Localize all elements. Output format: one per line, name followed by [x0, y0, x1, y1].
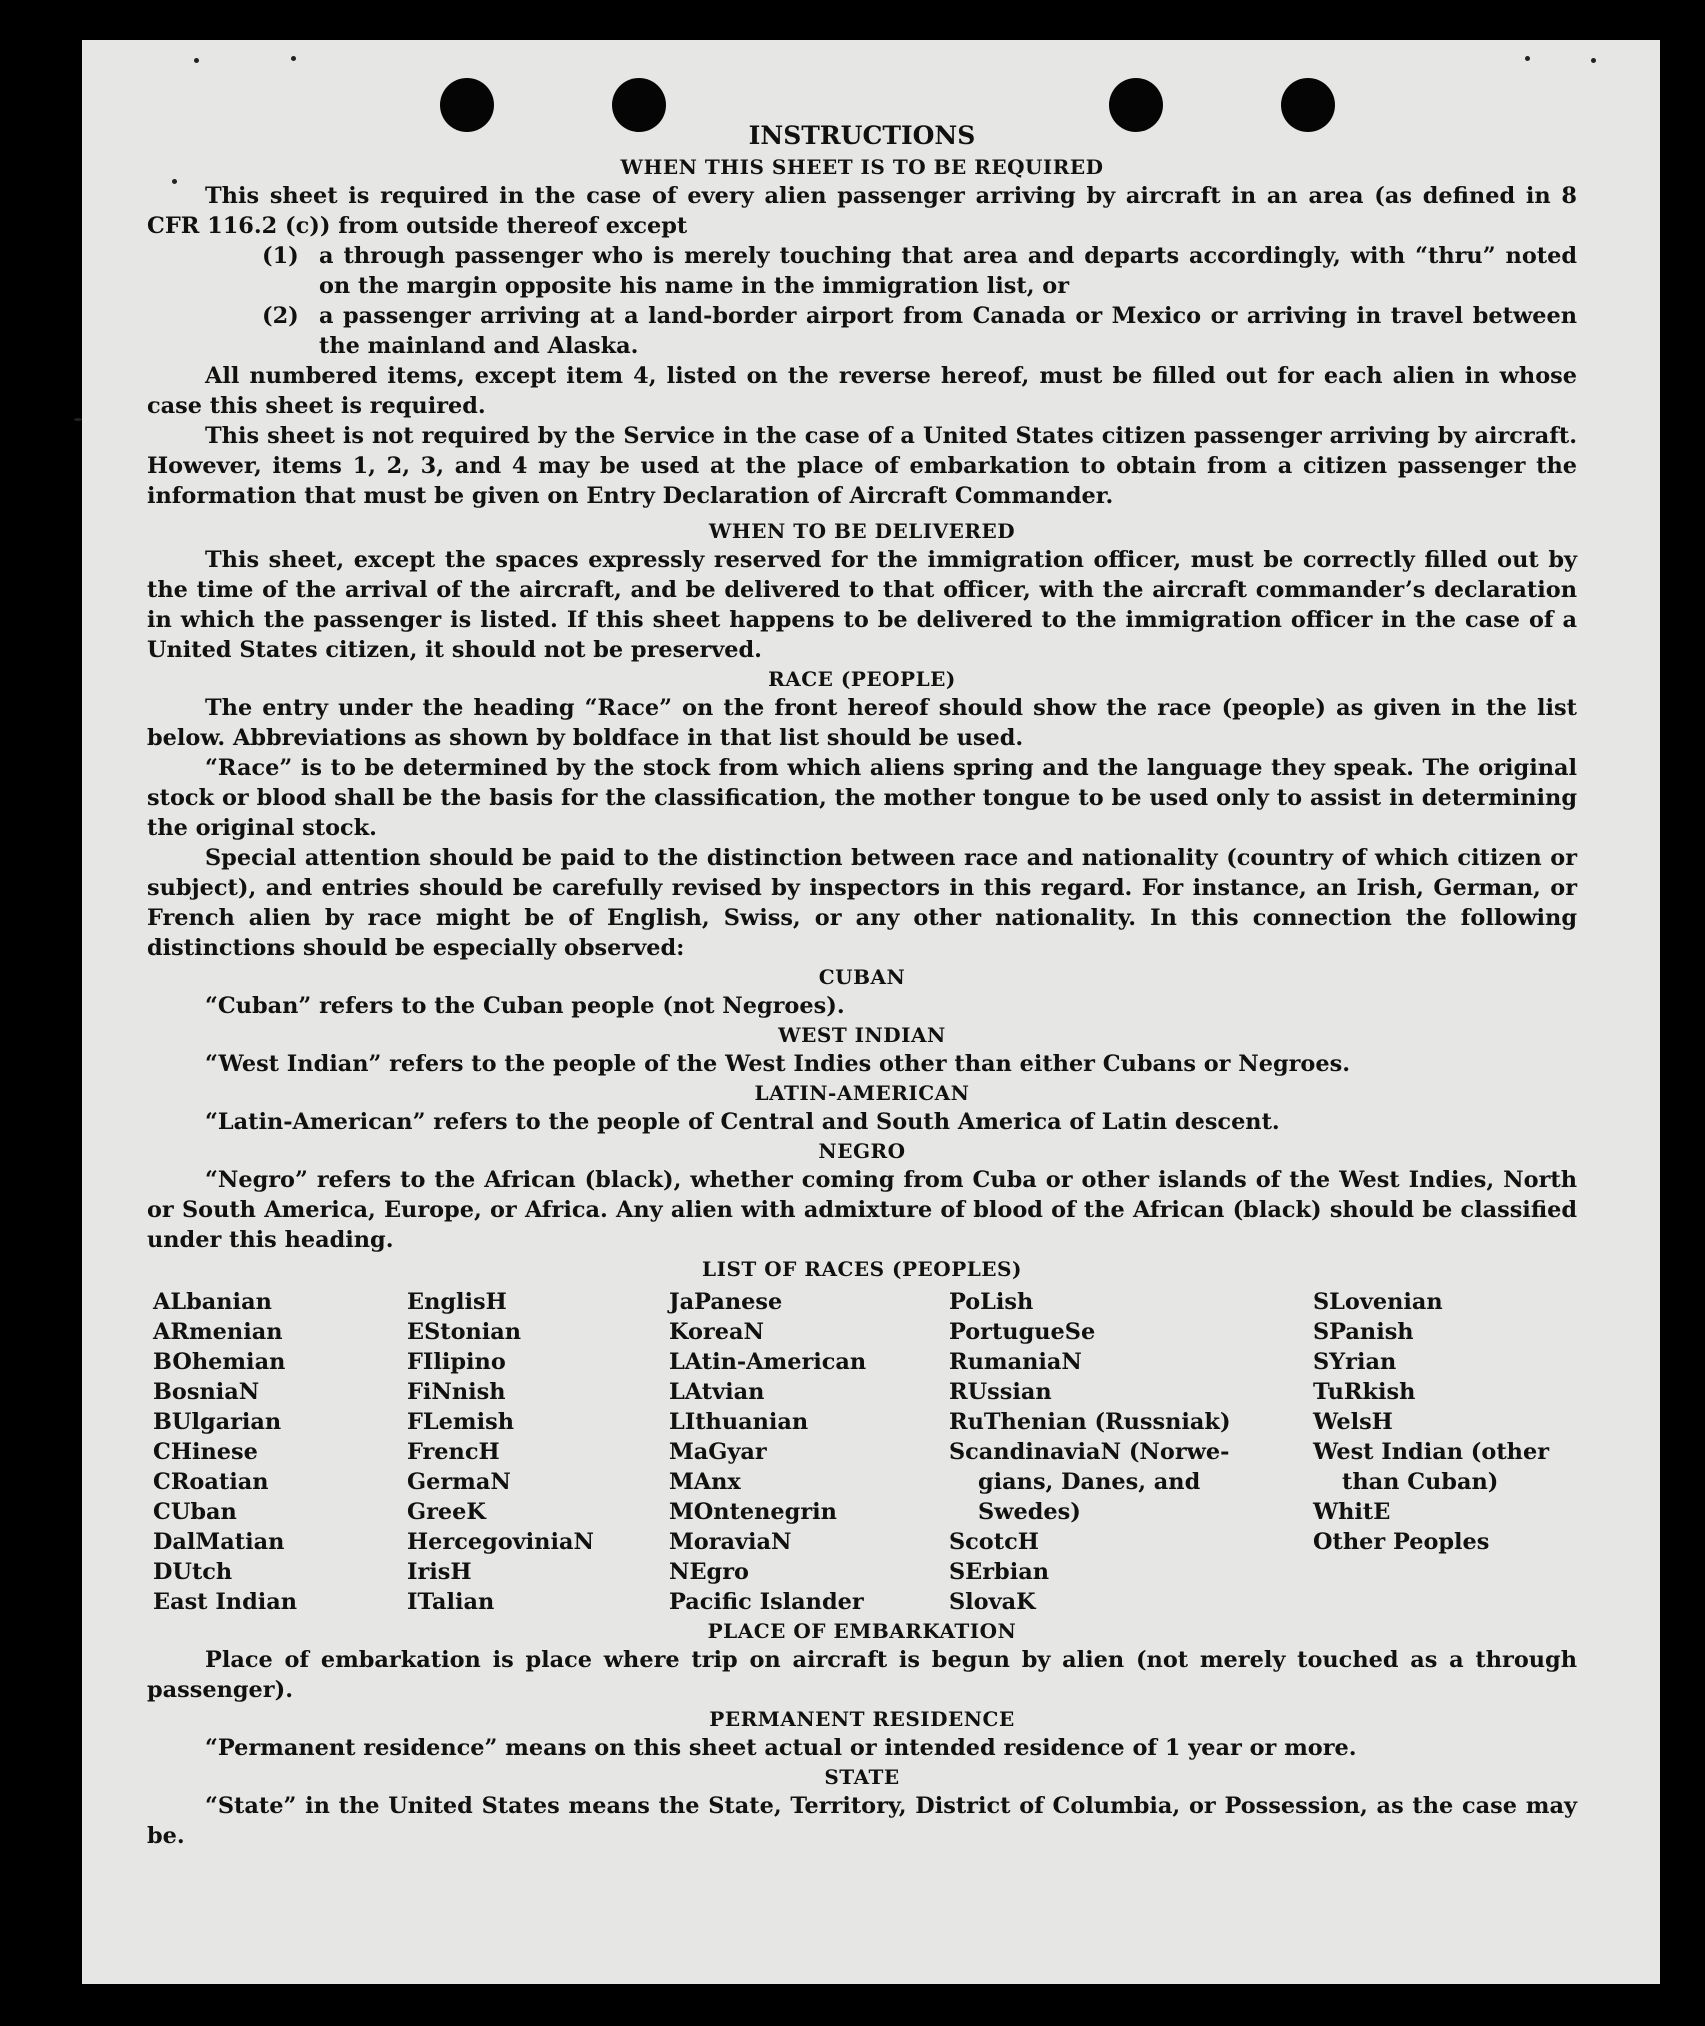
race-entry: MaGyar: [669, 1439, 767, 1465]
paper-speck: [1525, 56, 1530, 61]
item-text: a through passenger who is merely touching that area and departs accordingly, with “thru” noted on the margin opposite his name in the immigration list, or: [319, 243, 1577, 299]
page-title: INSTRUCTIONS: [748, 121, 976, 150]
race-entry: GreeK: [407, 1499, 486, 1525]
race-entry: PortugueSe: [949, 1319, 1096, 1345]
heading-race: RACE (PEOPLE): [768, 667, 956, 691]
race-entry: PoLish: [949, 1289, 1034, 1315]
race-entry-continued: than Cuban): [1342, 1469, 1499, 1495]
race-entry: EnglisH: [407, 1289, 507, 1315]
paragraph: Place of embarkation is place where trip on aircraft is begun by alien (not merely touched as a through passenger).: [147, 1647, 1577, 1703]
heading-cuban: CUBAN: [818, 965, 906, 989]
race-entry: ALbanian: [153, 1289, 272, 1315]
race-entry: BosniaN: [153, 1379, 260, 1405]
heading-permanent-residence: PERMANENT RESIDENCE: [709, 1707, 1015, 1731]
paper-speck: [74, 418, 82, 421]
race-entry: EStonian: [407, 1319, 522, 1345]
paragraph: “Permanent residence” means on this sheet actual or intended residence of 1 year or more.: [205, 1735, 1357, 1761]
race-entry: LAtin-American: [669, 1349, 867, 1375]
race-entry: West Indian (other: [1313, 1439, 1549, 1465]
race-entry: WhitE: [1313, 1499, 1391, 1525]
document-page: [82, 40, 1660, 1984]
races-table: [147, 1287, 1577, 1617]
paragraph: This sheet is not required by the Service in the case of a United States citizen passenger arriving by aircraft. However, items 1, 2, 3, and 4 may be used at the place of embarkation to obtain from a citizen passenger the information that must be given on Entry Declaration of Aircraft Commander.: [147, 423, 1577, 509]
paragraph: “Cuban” refers to the Cuban people (not Negroes).: [205, 993, 845, 1019]
paper-speck: [1591, 58, 1596, 63]
race-entry: CRoatian: [153, 1469, 269, 1495]
race-entry: SErbian: [949, 1559, 1049, 1585]
race-entry: Other Peoples: [1313, 1529, 1490, 1555]
race-entry: DalMatian: [153, 1529, 285, 1555]
item-text: a passenger arriving at a land-border airport from Canada or Mexico or arriving in travel between the mainland and Alaska.: [319, 303, 1577, 359]
race-entry: MOntenegrin: [669, 1499, 837, 1525]
race-entry-continued: Swedes): [978, 1499, 1081, 1525]
race-entry: FiNnish: [407, 1379, 506, 1405]
paragraph: Special attention should be paid to the distinction between race and nationality (country of which citizen or subject), and entries should be carefully revised by inspectors in this regard. For instance, an Irish, German, or French alien by race might be of English, Swiss, or any other nationality. In this connection the following distinctions should be especially observed:: [147, 845, 1577, 961]
list-item: [147, 241, 1577, 301]
race-entry: RUssian: [949, 1379, 1052, 1405]
race-entry: JaPanese: [669, 1289, 783, 1315]
race-entry: GermaN: [407, 1469, 511, 1495]
race-entry: RuThenian (Russniak): [949, 1409, 1231, 1435]
race-entry: NEgro: [669, 1559, 749, 1585]
race-entry: ITalian: [407, 1589, 495, 1615]
race-entry: SPanish: [1313, 1319, 1414, 1345]
race-entry: MoraviaN: [669, 1529, 792, 1555]
races-column-4: [949, 1287, 1313, 1617]
race-entry: SYrian: [1313, 1349, 1397, 1375]
paragraph: This sheet is required in the case of every alien passenger arriving by aircraft in an area (as defined in 8 CFR 116.2 (c)) from outside thereof except: [147, 183, 1577, 239]
race-entry: ARmenian: [153, 1319, 283, 1345]
race-entry: ScotcH: [949, 1529, 1039, 1555]
race-entry: RumaniaN: [949, 1349, 1082, 1375]
paragraph: All numbered items, except item 4, listed on the reverse hereof, must be filled out for each alien in whose case this sheet is required.: [147, 363, 1577, 419]
races-column-2: [407, 1287, 669, 1617]
heading-negro: NEGRO: [818, 1139, 906, 1163]
race-entry: TuRkish: [1313, 1379, 1416, 1405]
race-entry: FLemish: [407, 1409, 514, 1435]
item-number: (1): [262, 243, 299, 269]
race-entry: FrencH: [407, 1439, 500, 1465]
race-entry: WelsH: [1313, 1409, 1393, 1435]
race-entry-continued: gians, Danes, and: [978, 1469, 1201, 1495]
races-column-1: [147, 1287, 407, 1617]
race-entry: KoreaN: [669, 1319, 764, 1345]
heading-latin-american: LATIN-AMERICAN: [754, 1081, 970, 1105]
race-entry: FIlipino: [407, 1349, 506, 1375]
paragraph: “Latin-American” refers to the people of Central and South America of Latin descent.: [205, 1109, 1280, 1135]
paragraph: “West Indian” refers to the people of the West Indies other than either Cubans or Negroes.: [205, 1051, 1350, 1077]
race-entry: HercegoviniaN: [407, 1529, 594, 1555]
heading-west-indian: WEST INDIAN: [778, 1023, 946, 1047]
heading-when-required: WHEN THIS SHEET IS TO BE REQUIRED: [620, 155, 1104, 179]
race-entry: SLovenian: [1313, 1289, 1443, 1315]
race-entry: MAnx: [669, 1469, 741, 1495]
race-entry: LAtvian: [669, 1379, 765, 1405]
race-entry: BUlgarian: [153, 1409, 282, 1435]
races-column-3: [669, 1287, 949, 1617]
instructions-text: [147, 119, 1577, 1851]
paragraph: “Race” is to be determined by the stock from which aliens spring and the language they speak. The original stock or blood shall be the basis for the classification, the mother tongue to be used only to assist in determining the original stock.: [147, 755, 1577, 841]
heading-list-of-races: LIST OF RACES (PEOPLES): [702, 1257, 1022, 1281]
race-entry: IrisH: [407, 1559, 472, 1585]
race-entry: CHinese: [153, 1439, 258, 1465]
paragraph: “State” in the United States means the State, Territory, District of Columbia, or Possession, as the case may be.: [147, 1793, 1577, 1849]
race-entry: East Indian: [153, 1589, 298, 1615]
race-entry: CUban: [153, 1499, 237, 1525]
heading-when-delivered: WHEN TO BE DELIVERED: [708, 519, 1016, 543]
race-entry: ScandinaviaN (Norwe-: [949, 1439, 1230, 1465]
race-entry: BOhemian: [153, 1349, 286, 1375]
paragraph: This sheet, except the spaces expressly reserved for the immigration officer, must be correctly filled out by the time of the arrival of the aircraft, and be delivered to that officer, with the aircraft commander’s declaration in which the passenger is listed. If this sheet happens to be delivered to the immigration officer in the case of a United States citizen, it should not be preserved.: [147, 547, 1577, 663]
race-entry: SlovaK: [949, 1589, 1036, 1615]
race-entry: DUtch: [153, 1559, 233, 1585]
list-item: [147, 301, 1577, 361]
heading-place-of-embarkation: PLACE OF EMBARKATION: [707, 1619, 1017, 1643]
paragraph: “Negro” refers to the African (black), whether coming from Cuba or other islands of the West Indies, North or South America, Europe, or Africa. Any alien with admixture of blood of the African (black) should be classified under this heading.: [147, 1167, 1577, 1253]
race-entry: Pacific Islander: [669, 1589, 864, 1615]
race-entry: LIthuanian: [669, 1409, 809, 1435]
heading-state: STATE: [824, 1765, 900, 1789]
races-column-5: [1313, 1287, 1575, 1617]
paper-speck: [194, 58, 199, 63]
paragraph: The entry under the heading “Race” on the front hereof should show the race (people) as given in the list below. Abbreviations as shown by boldface in that list should be used.: [147, 695, 1577, 751]
item-number: (2): [262, 303, 299, 329]
paper-speck: [291, 56, 296, 61]
